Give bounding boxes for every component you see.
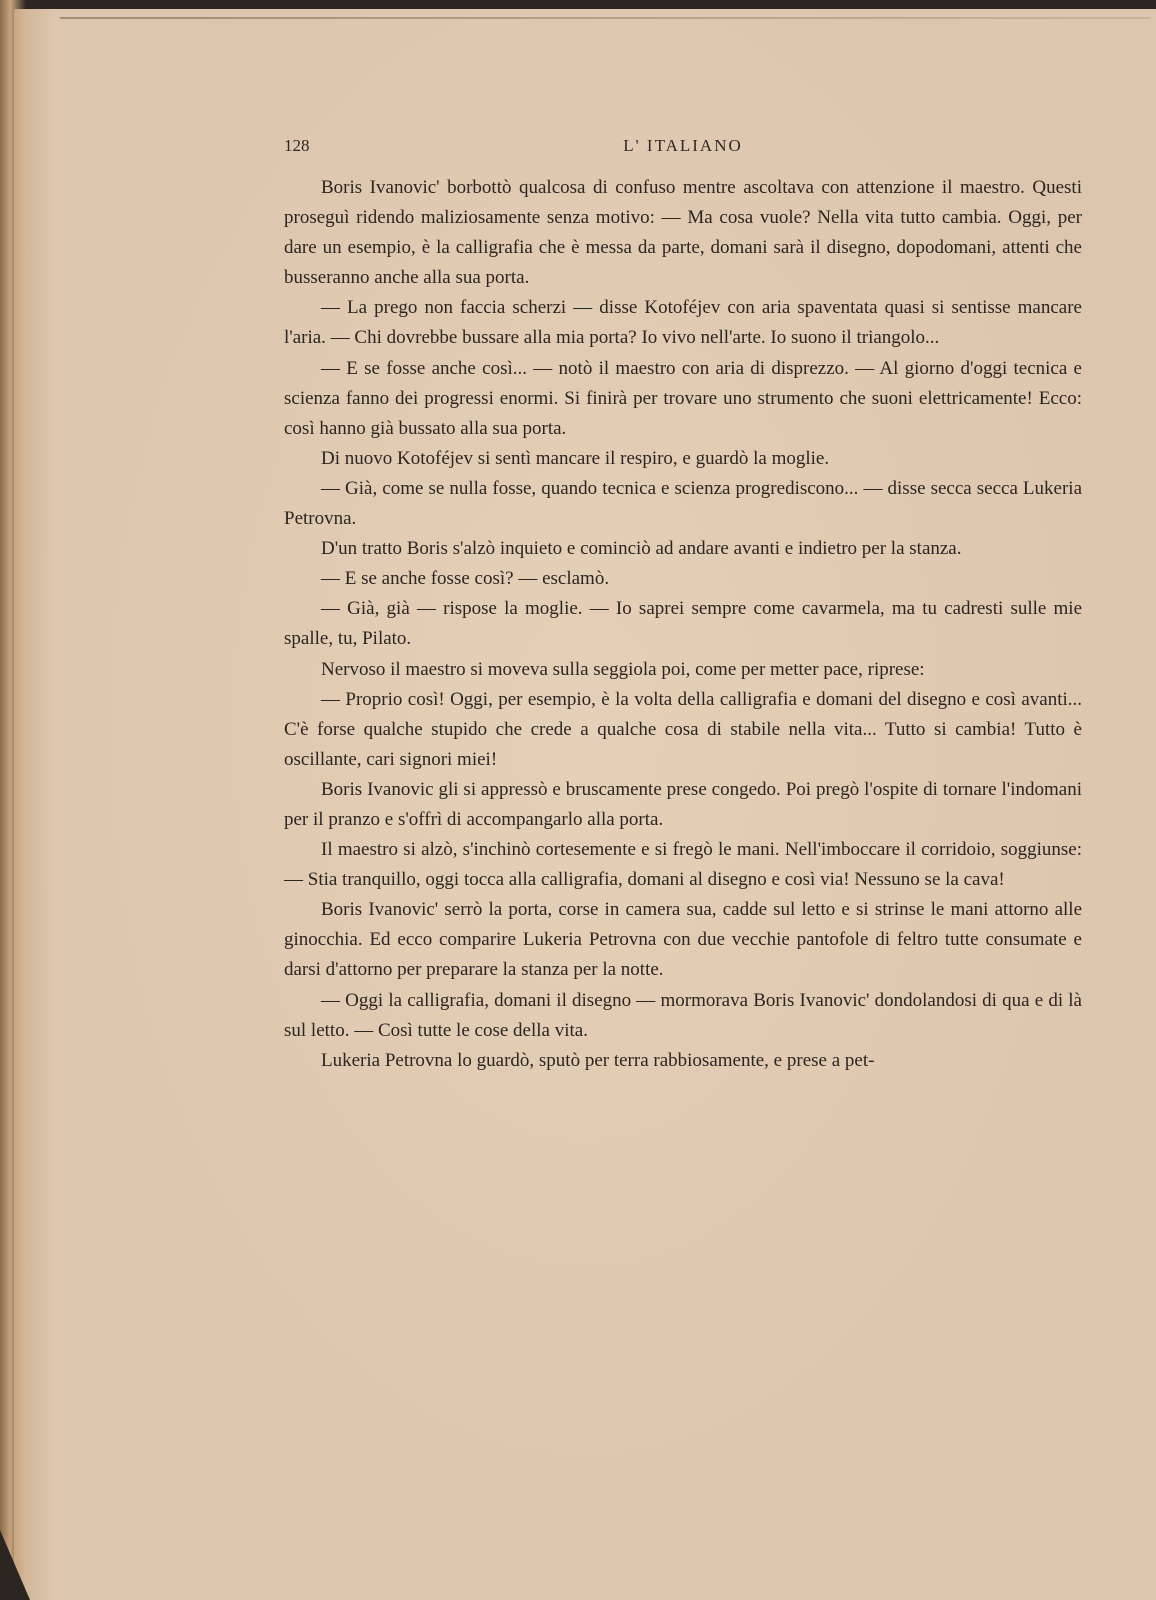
paragraph: — La prego non faccia scherzi — disse Kotoféjev con aria spaventata quasi si sentisse mancare l'aria. — Chi dovrebbe bussare alla mia porta? Io vivo nell'arte. Io suono il triangolo... xyxy=(284,297,1082,349)
paragraph: Boris Ivanovic gli si appressò e bruscamente prese congedo. Poi pregò l'ospite di tornare l'indomani per il pranzo e s'offrì di accompangarlo alla porta. xyxy=(284,778,1082,830)
paragraph: Boris Ivanovic' serrò la porta, corse in camera sua, cadde sul letto e si strinse le mani attorno alle ginocchia. Ed ecco comparire Lukeria Petrovna con due vecchie pantofole di feltro tutte consumate e darsi d'attorno per preparare la stanza per la notte. xyxy=(284,899,1082,981)
paragraph: — Oggi la calligrafia, domani il disegno — mormorava Boris Ivanovic' dondolandosi di qua e di là sul letto. — Così tutte le cose della vita. xyxy=(284,989,1082,1041)
paragraph: Lukeria Petrovna lo guardò, sputò per terra rabbiosamente, e prese a pet- xyxy=(321,1049,875,1071)
body-text xyxy=(284,173,1082,1076)
top-edge-line xyxy=(60,17,1150,19)
page-edge xyxy=(0,0,26,1600)
page-header xyxy=(284,136,1082,164)
paragraph: — Proprio così! Oggi, per esempio, è la volta della calligrafia e domani del disegno e così avanti... C'è forse qualche stupido che crede a qualche cosa di stabile nella vita... Tutto si cambia! Tutto è oscillante, cari signori miei! xyxy=(284,688,1082,770)
paragraph: — E se anche fosse così? — esclamò. xyxy=(321,568,610,590)
paragraph: — E se fosse anche così... — notò il maestro con aria di disprezzo. — Al giorno d'oggi tecnica e scienza fanno dei progressi enormi. Si finirà per trovare uno strumento che suoni elettricamente! Ecco: così hanno già bussato alla sua porta. xyxy=(284,357,1082,439)
paragraph: Boris Ivanovic' borbottò qualcosa di confuso mentre ascoltava con attenzione il maestro. Questi proseguì ridendo maliziosamente senza motivo: — Ma cosa vuole? Nella vita tutto cambia. Oggi, per dare un esempio, è la calligrafia che è messa da parte, domani sarà il disegno, dopodomani, attenti che busseranno anche alla sua porta. xyxy=(284,177,1082,289)
page-corner-shadow xyxy=(0,1530,30,1600)
paragraph: Nervoso il maestro si moveva sulla seggiola poi, come per metter pace, riprese: xyxy=(321,658,925,680)
paragraph: D'un tratto Boris s'alzò inquieto e cominciò ad andare avanti e indietro per la stanza. xyxy=(321,538,962,560)
page-number: 128 xyxy=(284,136,310,155)
running-title: L' ITALIANO xyxy=(623,136,743,155)
paragraph: Di nuovo Kotoféjev si sentì mancare il respiro, e guardò la moglie. xyxy=(321,447,830,469)
paragraph: — Già, già — rispose la moglie. — Io saprei sempre come cavarmela, ma tu cadresti sulle mie spalle, tu, Pilato. xyxy=(284,598,1082,650)
paragraph: Il maestro si alzò, s'inchinò cortesemente e si fregò le mani. Nell'imboccare il corridoio, soggiunse: — Stia tranquillo, oggi tocca alla calligrafia, domani al disegno e così via! Nessuno se la cava! xyxy=(284,839,1082,891)
paragraph: — Già, come se nulla fosse, quando tecnica e scienza progrediscono... — disse secca secca Lukeria Petrovna. xyxy=(284,477,1082,530)
